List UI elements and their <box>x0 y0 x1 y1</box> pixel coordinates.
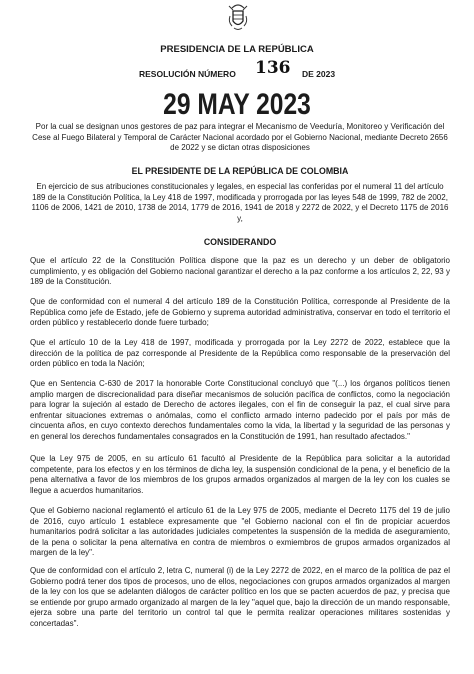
resolution-number: 136 <box>255 58 291 78</box>
paragraph: Que el Gobierno nacional reglamentó el artículo 61 de la Ley 975 de 2005, mediante el Decreto 1175 del 19 de julio de 2016, cuyo artículo 1 establece expresamente que "el Gobierno nacional con el fin de propiciar acuerdos humanitarios podrá solicitar a las autoridades judiciales competentes la suspensión de la medida de aseguramiento, de la pena o solicitar la pena alternativa en contra de miembros o exmiembros de grupos armados organizados al margen de la ley". <box>30 506 450 557</box>
resolution-label: RESOLUCIÓN NÚMERO <box>139 69 236 79</box>
considerando-heading: CONSIDERANDO <box>203 237 277 247</box>
resolution-title: Por la cual se designan unos gestores de paz para integrar el Mecanismo de Veeduría, Monitoreo y Verificación del Cese al Fuego Bilateral y Temporal de Carácter Nacional acordado por el Gobierno Nacional, mediante Decreto 2656 de 2022 y se dictan otras disposiciones <box>32 122 448 152</box>
paragraph: Que en Sentencia C-630 de 2017 la honorable Corte Constitucional concluyó que "(...) los órganos políticos tienen amplio margen de discrecionalidad para diseñar mecanismos de solución pacífica de conflictos, como la negociación para lograr la sujeción al estado de Derecho de actores ilegales, con el fin de conseguir la paz, el cual sirve para enfrentar situaciones extremas o anómalas, como el conflicto armado interno padecido por el país por más de cincuenta años, en cuyo contexto derechos fundamentales como la vida, la libertad y la seguridad de las personas y en general los derechos fundamentales consagrados en la Constitución de 1991, han resultado afectados." <box>30 379 450 441</box>
office-heading: PRESIDENCIA DE LA REPÚBLICA <box>160 44 314 55</box>
authority-heading: EL PRESIDENTE DE LA REPÚBLICA DE COLOMBIA <box>131 166 349 176</box>
date-stamp: 29 MAY 2023 <box>163 88 311 121</box>
paragraph: Que el artículo 10 de la Ley 418 de 1997, modificada y prorrogada por la Ley 2272 de 2022, establece que la dirección de la política de paz corresponde al Presidente de la República como responsable de la preservación del orden público en toda la Nación; <box>30 338 450 368</box>
paragraph: Que de conformidad con el artículo 2, letra C, numeral (i) de la Ley 2272 de 2022, en el marco de la política de paz el Gobierno podrá tener dos tipos de procesos, uno de ellos, negociaciones con grupos armados organizados al margen de la ley con los que se adelanten diálogos de carácter político en los que se pacten acuerdos de paz, y precisa que se entiende por grupo armado organizado al margen de la ley "aquel que, bajo la dirección de un mando responsable, ejerza sobre una parte del territorio un control tal que le permita realizar operaciones militares sostenidas y concertadas". <box>30 566 450 628</box>
coat-of-arms-icon <box>226 2 250 32</box>
paragraph: Que la Ley 975 de 2005, en su artículo 61 facultó al Presidente de la República para solicitar a la autoridad competente, para los efectos y en los términos de dicha ley, la suspensión condicional de la pena, y el beneficio de la pena alternativa a favor de los miembros de los grupos armados organizados al margen de la ley con los cuales se llegue a acuerdos humanitarios. <box>30 454 450 495</box>
paragraph: Que de conformidad con el numeral 4 del artículo 189 de la Constitución Política, corresponde al Presidente de la República como jefe de Estado, jefe de Gobierno y suprema autoridad administrativa, conservar en todo el territorio el orden público y restablecerlo donde fuere turbado; <box>30 297 450 327</box>
resolution-year: DE 2023 <box>302 69 336 79</box>
paragraph: Que el artículo 22 de la Constitución Política dispone que la paz es un derecho y un deber de obligatorio cumplimiento, y es obligación del Gobierno nacional garantizar el derecho a la paz conforme a los artículos 2, 22, 93 y 189 de la Constitución. <box>30 256 450 286</box>
intro-paragraph: En ejercicio de sus atribuciones constitucionales y legales, en especial las conferidas por el numeral 11 del artículo 189 de la Constitución Política, la Ley 418 de 1997, modificada y prorrogada por las leyes 548 de 1999, 782 de 2002, 1106 de 2006, 1421 de 2010, 1738 de 2014, 1779 de 2016, 1941 de 2018 y 2272 de 2022, y el Decreto 1175 de 2016 y, <box>31 182 449 223</box>
